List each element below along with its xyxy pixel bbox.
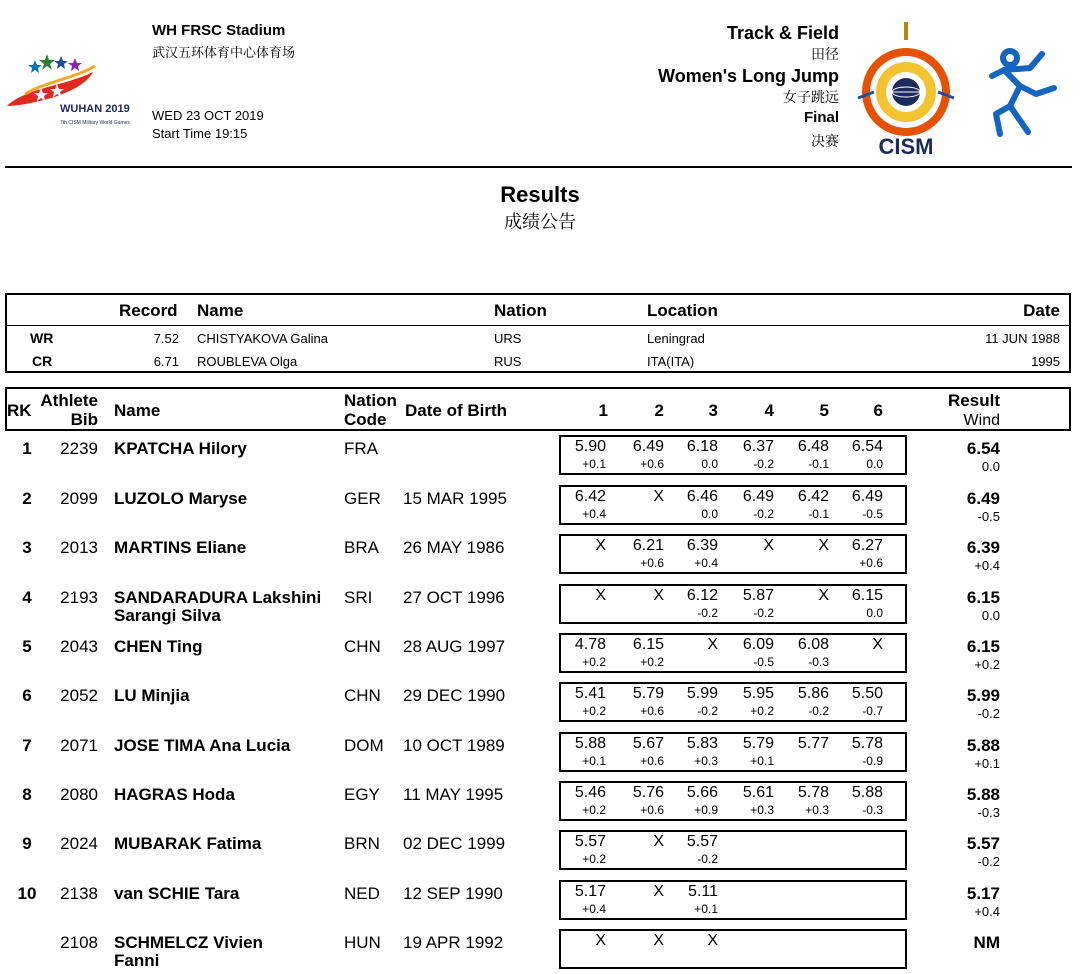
attempt-mark: 6.42: [574, 488, 606, 505]
result-mark: 5.57: [966, 834, 1000, 853]
attempt-wind: +0.3: [750, 803, 774, 817]
attempt-mark: 5.50: [851, 685, 883, 702]
attempt-mark: 5.66: [686, 784, 718, 801]
col-attempt-5: 5: [819, 401, 829, 420]
col-attempt-6: 6: [873, 401, 883, 420]
attempt-wind: 0.0: [866, 606, 883, 620]
sport-title: Track & Field: [726, 23, 839, 43]
venue-name: WH FRSC Stadium: [152, 22, 286, 39]
nation-code: SRI: [344, 588, 373, 607]
record-date: 1995: [1031, 354, 1060, 369]
attempt-mark: 5.95: [742, 685, 774, 702]
result-wind: 0.0: [981, 608, 1000, 623]
record-nation: URS: [494, 331, 522, 346]
bib-number: 2013: [60, 538, 98, 557]
result-mark: 5.88: [966, 736, 1000, 755]
athlete-name: JOSE TIMA Ana Lucia: [114, 736, 291, 755]
result-wind: -0.2: [977, 854, 1000, 869]
col-result: Result: [948, 391, 1000, 410]
rank: 7: [22, 736, 32, 755]
nation-code: BRN: [344, 834, 380, 853]
rank: 3: [22, 538, 32, 557]
result-wind: -0.3: [977, 805, 1000, 820]
rank: 2: [22, 489, 32, 508]
athlete-name: SCHMELCZ Vivien: [114, 933, 263, 952]
nation-code: BRA: [344, 538, 379, 557]
col-name: Name: [114, 401, 161, 420]
page-title: Results: [500, 182, 580, 207]
athlete-name: KPATCHA Hilory: [114, 439, 247, 458]
rank: 4: [22, 588, 32, 607]
attempt-wind: +0.6: [640, 704, 664, 718]
attempt-mark: X: [707, 636, 718, 653]
attempt-mark: 6.27: [851, 537, 883, 554]
result-mark: 6.54: [966, 439, 1000, 458]
attempt-mark: 5.46: [574, 784, 606, 801]
attempt-wind: 0.0: [701, 457, 718, 471]
athlete-name: LUZOLO Maryse: [114, 489, 248, 508]
attempt-wind: +0.2: [582, 803, 606, 817]
records-header-divider: [5, 325, 1071, 326]
attempt-wind: -0.5: [753, 655, 774, 669]
attempt-mark: X: [818, 537, 829, 554]
attempt-mark: 5.88: [851, 784, 883, 801]
attempt-mark: 5.87: [742, 587, 774, 604]
record-location: ITA(ITA): [647, 354, 695, 369]
record-holder: CHISTYAKOVA Galina: [197, 331, 329, 346]
bib-number: 2052: [60, 686, 98, 705]
attempt-mark: 4.78: [574, 636, 606, 653]
date-of-birth: 26 MAY 1986: [403, 538, 505, 557]
attempt-mark: 6.15: [851, 587, 883, 604]
header-divider: [5, 166, 1072, 168]
date-of-birth: 27 OCT 1996: [403, 588, 505, 607]
records-header-nation: Nation: [494, 301, 547, 320]
attempt-mark: 5.17: [574, 883, 606, 900]
event-title: Women's Long Jump: [658, 66, 839, 86]
record-holder: ROUBLEVA Olga: [197, 354, 298, 369]
date-of-birth: 11 MAY 1995: [403, 785, 504, 804]
attempt-wind: +0.6: [640, 803, 664, 817]
result-mark: 6.39: [966, 538, 1000, 557]
result-mark: 6.49: [966, 489, 1000, 508]
attempt-mark: 5.67: [632, 735, 664, 752]
result-mark: 5.88: [966, 785, 1000, 804]
attempt-mark: 5.78: [797, 784, 829, 801]
attempt-wind: +0.3: [694, 754, 718, 768]
attempt-mark: X: [707, 932, 718, 949]
attempt-mark: 5.86: [797, 685, 829, 702]
bib-number: 2080: [60, 785, 98, 804]
date-of-birth: 15 MAR 1995: [403, 489, 507, 508]
attempt-mark: 6.49: [742, 488, 774, 505]
nation-code: EGY: [344, 785, 380, 804]
phase-title-zh: 决赛: [811, 133, 839, 149]
nation-code: CHN: [344, 637, 381, 656]
attempt-mark: X: [872, 636, 883, 653]
attempt-wind: +0.1: [694, 902, 718, 916]
nation-code: NED: [344, 884, 380, 903]
attempts-box: [559, 830, 907, 870]
result-wind: +0.4: [974, 558, 1000, 573]
result-wind: -0.2: [977, 706, 1000, 721]
phase-title: Final: [803, 109, 839, 126]
bib-number: 2108: [60, 933, 98, 952]
rank: 6: [22, 686, 32, 705]
result-mark: 5.17: [966, 884, 1000, 903]
records-header-name: Name: [197, 301, 244, 320]
venue-name-zh: 武汉五环体育中心体育场: [152, 45, 296, 60]
record-nation: RUS: [494, 354, 522, 369]
attempts-box: [559, 880, 907, 920]
result-mark: NM: [973, 933, 1000, 952]
result-mark: 6.15: [966, 637, 1000, 656]
attempts-box: [559, 929, 907, 969]
bib-number: 2239: [60, 439, 98, 458]
record-type: CR: [32, 353, 53, 369]
nation-code: CHN: [344, 686, 381, 705]
attempt-wind: +0.3: [805, 803, 829, 817]
attempt-mark: X: [595, 587, 606, 604]
attempt-mark: 6.42: [797, 488, 829, 505]
attempt-mark: 5.76: [632, 784, 664, 801]
attempt-wind: -0.2: [753, 507, 774, 521]
athlete-name: CHEN Ting: [114, 637, 203, 656]
results-header-box: [5, 387, 1071, 431]
attempt-wind: -0.2: [697, 704, 718, 718]
col-attempt-1: 1: [598, 401, 608, 420]
nation-code: DOM: [344, 736, 384, 755]
attempt-mark: 6.48: [797, 438, 829, 455]
athlete-name: van SCHIE Tara: [114, 884, 240, 903]
rank: 8: [22, 785, 32, 804]
result-mark: 5.99: [966, 686, 1000, 705]
attempt-wind: +0.6: [640, 457, 664, 471]
col-code: Code: [344, 410, 387, 429]
attempt-mark: 5.90: [574, 438, 606, 455]
games-logo-subtext: 7th CISM Military World Games: [60, 120, 130, 126]
attempt-mark: 6.21: [632, 537, 664, 554]
col-nation: Nation: [344, 391, 397, 410]
attempt-wind: -0.5: [862, 507, 883, 521]
col-rank: RK: [7, 401, 32, 420]
athlete-name: MARTINS Eliane: [114, 538, 247, 557]
cism-logo: [854, 20, 958, 160]
attempt-wind: 0.0: [701, 507, 718, 521]
result-wind: +0.2: [974, 657, 1000, 672]
attempt-mark: 5.77: [797, 735, 829, 752]
attempt-wind: +0.2: [750, 704, 774, 718]
bib-number: 2043: [60, 637, 98, 656]
rank: 9: [22, 834, 32, 853]
attempt-wind: -0.7: [862, 704, 883, 718]
attempt-wind: 0.0: [866, 457, 883, 471]
date-of-birth: 02 DEC 1999: [403, 834, 506, 853]
attempt-wind: -0.2: [808, 704, 829, 718]
event-title-zh: 女子跳远: [783, 89, 839, 105]
date-of-birth: 28 AUG 1997: [403, 637, 506, 656]
date-of-birth: 12 SEP 1990: [403, 884, 503, 903]
cism-logo-text: CISM: [878, 134, 934, 159]
attempt-mark: 5.78: [851, 735, 883, 752]
attempt-wind: -0.2: [697, 606, 718, 620]
attempt-wind: +0.1: [582, 457, 606, 471]
result-mark: 6.15: [966, 588, 1000, 607]
attempt-mark: 6.49: [632, 438, 664, 455]
attempt-mark: 5.41: [574, 685, 606, 702]
col-bib: Bib: [70, 410, 98, 429]
attempt-wind: +0.6: [859, 556, 883, 570]
attempt-mark: X: [763, 537, 774, 554]
attempt-wind: -0.3: [862, 803, 883, 817]
attempt-wind: +0.1: [750, 754, 774, 768]
rank: 1: [22, 439, 32, 458]
attempt-wind: -0.2: [753, 606, 774, 620]
attempt-mark: 5.88: [574, 735, 606, 752]
result-wind: +0.1: [974, 756, 1000, 771]
attempt-mark: 5.79: [632, 685, 664, 702]
athlete-name-line2: Fanni: [114, 951, 160, 970]
attempt-mark: 6.08: [797, 636, 829, 653]
attempt-wind: -0.1: [808, 457, 829, 471]
attempt-mark: 5.57: [574, 833, 606, 850]
result-wind: 0.0: [981, 459, 1000, 474]
attempt-wind: +0.4: [694, 556, 718, 570]
attempt-mark: 5.11: [688, 883, 718, 900]
attempt-mark: 6.18: [686, 438, 718, 455]
bib-number: 2071: [60, 736, 98, 755]
attempt-mark: X: [818, 587, 829, 604]
wuhan-2019-logo: [5, 48, 147, 130]
attempt-mark: 6.09: [742, 636, 774, 653]
attempt-mark: X: [595, 932, 606, 949]
page-title-zh: 成绩公告: [504, 212, 576, 232]
games-logo-text: WUHAN 2019: [60, 103, 130, 115]
athlete-name: LU Minjia: [114, 686, 190, 705]
attempt-wind: -0.1: [808, 507, 829, 521]
result-wind: -0.5: [977, 509, 1000, 524]
attempt-wind: +0.6: [640, 556, 664, 570]
attempt-wind: +0.1: [582, 754, 606, 768]
record-mark: 6.71: [153, 354, 179, 369]
athlete-name: SANDARADURA Lakshini: [114, 588, 322, 607]
date-of-birth: 29 DEC 1990: [403, 686, 506, 705]
sport-title-zh: 田径: [811, 46, 839, 62]
date-of-birth: 10 OCT 1989: [403, 736, 505, 755]
records-header-location: Location: [647, 301, 718, 320]
attempt-mark: 6.37: [742, 438, 774, 455]
col-athlete: Athlete: [40, 391, 98, 410]
bib-number: 2099: [60, 489, 98, 508]
nation-code: GER: [344, 489, 381, 508]
attempt-wind: -0.3: [808, 655, 829, 669]
attempt-wind: +0.4: [582, 902, 606, 916]
attempt-mark: X: [653, 488, 664, 505]
record-mark: 7.52: [153, 331, 179, 346]
record-location: Leningrad: [647, 331, 705, 346]
attempt-wind: -0.9: [862, 754, 883, 768]
attempt-mark: 6.15: [632, 636, 664, 653]
event-date: WED 23 OCT 2019: [152, 108, 264, 123]
attempt-wind: +0.2: [582, 852, 606, 866]
attempt-mark: X: [595, 537, 606, 554]
bib-number: 2024: [60, 834, 98, 853]
rank: 10: [17, 884, 37, 903]
record-type: WR: [30, 330, 54, 346]
attempt-mark: 5.57: [686, 833, 718, 850]
col-wind: Wind: [963, 412, 1000, 429]
start-time: Start Time 19:15: [152, 126, 248, 141]
col-dob: Date of Birth: [405, 401, 507, 420]
attempt-wind: +0.9: [694, 803, 718, 817]
result-wind: +0.4: [974, 904, 1000, 919]
attempt-mark: X: [653, 833, 664, 850]
attempt-wind: +0.4: [582, 507, 606, 521]
nation-code: FRA: [344, 439, 378, 458]
attempt-mark: 5.99: [686, 685, 718, 702]
attempt-mark: X: [653, 883, 664, 900]
attempt-mark: X: [653, 932, 664, 949]
attempt-wind: -0.2: [753, 457, 774, 471]
attempt-wind: -0.2: [697, 852, 718, 866]
attempt-mark: 5.61: [742, 784, 774, 801]
attempt-mark: 5.79: [742, 735, 774, 752]
attempt-mark: 6.39: [686, 537, 718, 554]
col-attempt-3: 3: [708, 401, 718, 420]
attempt-mark: 6.46: [686, 488, 718, 505]
record-date: 11 JUN 1988: [985, 331, 1060, 346]
attempt-wind: +0.2: [582, 655, 606, 669]
attempt-mark: X: [653, 587, 664, 604]
rank: 5: [22, 637, 32, 656]
long-jump-pictogram-icon: [970, 46, 1066, 142]
attempt-wind: +0.2: [640, 655, 664, 669]
records-header-record: Record: [119, 301, 178, 320]
nation-code: HUN: [344, 933, 381, 952]
attempt-wind: +0.2: [582, 704, 606, 718]
col-attempt-4: 4: [764, 401, 774, 420]
bib-number: 2138: [60, 884, 98, 903]
attempt-mark: 5.83: [686, 735, 718, 752]
athlete-name-line2: Sarangi Silva: [114, 606, 221, 625]
athlete-name: MUBARAK Fatima: [114, 834, 262, 853]
attempt-mark: 6.49: [851, 488, 883, 505]
bib-number: 2193: [60, 588, 98, 607]
athlete-name: HAGRAS Hoda: [114, 785, 235, 804]
attempt-wind: +0.6: [640, 754, 664, 768]
attempt-mark: 6.54: [851, 438, 883, 455]
attempt-mark: 6.12: [686, 587, 718, 604]
col-attempt-2: 2: [654, 401, 664, 420]
date-of-birth: 19 APR 1992: [403, 933, 504, 952]
records-header-date: Date: [1023, 301, 1060, 320]
